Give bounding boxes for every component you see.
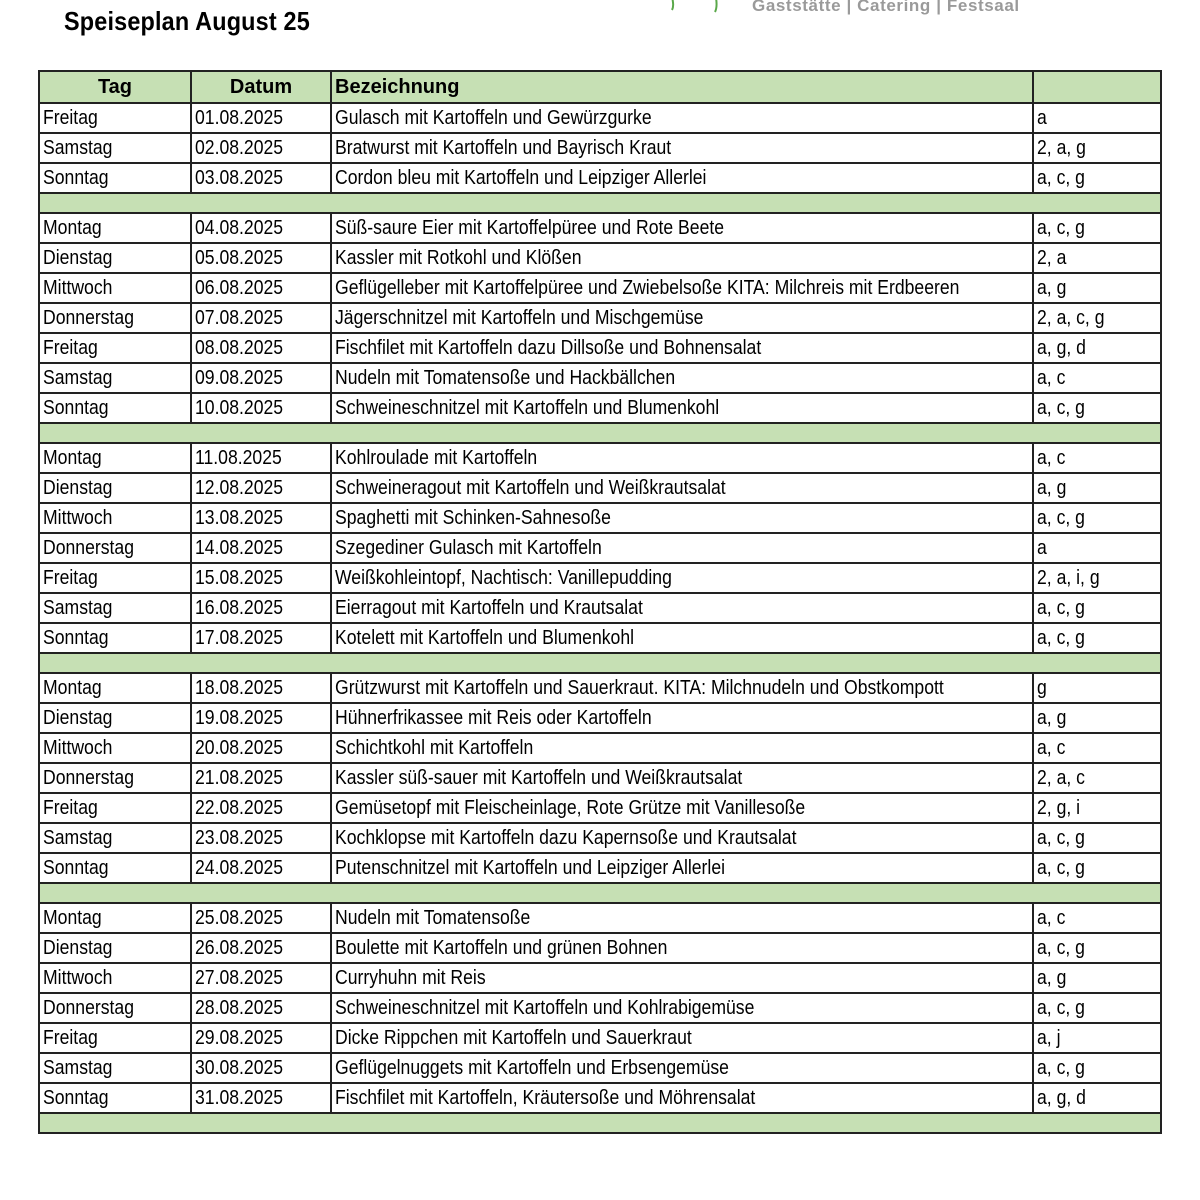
table-row <box>39 763 1161 793</box>
day-cell <box>39 933 191 963</box>
day-cell <box>39 703 191 733</box>
dish-cell-text: Kochklopse mit Kartoffeln dazu Kapernsoße und Krautsalat <box>335 826 797 849</box>
dish-cell <box>331 853 1033 883</box>
date-cell-text: 03.08.2025 <box>195 166 284 189</box>
date-cell <box>191 623 331 653</box>
allergen-cell <box>1033 503 1161 533</box>
date-cell <box>191 133 331 163</box>
day-cell <box>39 363 191 393</box>
table-row <box>39 1083 1161 1113</box>
dish-cell <box>331 393 1033 423</box>
dish-cell <box>331 333 1033 363</box>
date-cell <box>191 853 331 883</box>
week-separator-cell <box>39 883 1161 903</box>
allergen-cell-text: a, g, d <box>1037 336 1086 359</box>
date-cell <box>191 533 331 563</box>
day-cell-text: Dienstag <box>43 476 113 499</box>
date-cell <box>191 213 331 243</box>
day-cell-text: Dienstag <box>43 246 113 269</box>
dish-cell-text: Eierragout mit Kartoffeln und Krautsalat <box>335 596 643 619</box>
table-row <box>39 133 1161 163</box>
dish-cell-text: Nudeln mit Tomatensoße und Hackbällchen <box>335 366 676 389</box>
week-separator-cell <box>39 1113 1161 1133</box>
date-cell-text: 04.08.2025 <box>195 216 284 239</box>
date-cell <box>191 933 331 963</box>
allergen-cell <box>1033 853 1161 883</box>
date-cell-text: 09.08.2025 <box>195 366 284 389</box>
allergen-cell-text: a, c, g <box>1037 626 1085 649</box>
day-cell <box>39 473 191 503</box>
allergen-cell <box>1033 823 1161 853</box>
table-row <box>39 363 1161 393</box>
day-cell-text: Sonntag <box>43 166 109 189</box>
table-row <box>39 243 1161 273</box>
dish-cell <box>331 763 1033 793</box>
day-cell <box>39 333 191 363</box>
dish-cell-text: Gulasch mit Kartoffeln und Gewürzgurke <box>335 106 652 129</box>
dish-cell-text: Jägerschnitzel mit Kartoffeln und Mischgemüse <box>335 306 704 329</box>
week-separator-row <box>39 193 1161 213</box>
day-cell-text: Sonntag <box>43 626 109 649</box>
date-cell-text: 15.08.2025 <box>195 566 284 589</box>
date-cell-text: 27.08.2025 <box>195 966 284 989</box>
date-cell-text: 07.08.2025 <box>195 306 284 329</box>
table-row <box>39 333 1161 363</box>
dish-cell-text: Nudeln mit Tomatensoße <box>335 906 531 929</box>
allergen-cell <box>1033 793 1161 823</box>
date-cell-text: 16.08.2025 <box>195 596 284 619</box>
day-cell <box>39 593 191 623</box>
date-cell <box>191 163 331 193</box>
table-row <box>39 443 1161 473</box>
day-cell-text: Freitag <box>43 796 98 819</box>
allergen-cell <box>1033 103 1161 133</box>
date-cell-text: 23.08.2025 <box>195 826 284 849</box>
dish-cell-text: Schweineschnitzel mit Kartoffeln und Kohlrabigemüse <box>335 996 755 1019</box>
dish-cell-text: Geflügelnuggets mit Kartoffeln und Erbsengemüse <box>335 1056 729 1079</box>
table-row <box>39 793 1161 823</box>
allergen-cell-text: a, c, g <box>1037 216 1085 239</box>
allergen-cell <box>1033 563 1161 593</box>
week-separator-cell <box>39 193 1161 213</box>
dish-cell-text: Bratwurst mit Kartoffeln und Bayrisch Kraut <box>335 136 672 159</box>
allergen-cell-text: a, c, g <box>1037 1056 1085 1079</box>
date-cell <box>191 703 331 733</box>
allergen-cell <box>1033 273 1161 303</box>
allergen-cell-text: a, c, g <box>1037 856 1085 879</box>
day-cell <box>39 243 191 273</box>
allergen-cell-text: a, c <box>1037 906 1066 929</box>
dish-cell <box>331 903 1033 933</box>
date-cell-text: 24.08.2025 <box>195 856 284 879</box>
date-cell-text: 02.08.2025 <box>195 136 284 159</box>
day-cell-text: Sonntag <box>43 396 109 419</box>
dish-cell <box>331 933 1033 963</box>
day-cell <box>39 623 191 653</box>
date-cell-text: 11.08.2025 <box>195 446 282 469</box>
column-header-tag: Tag <box>39 71 191 103</box>
date-cell <box>191 903 331 933</box>
allergen-cell-text: a, j <box>1037 1026 1061 1049</box>
table-row <box>39 103 1161 133</box>
dish-cell-text: Schweineschnitzel mit Kartoffeln und Blumenkohl <box>335 396 720 419</box>
allergen-cell <box>1033 763 1161 793</box>
day-cell-text: Sonntag <box>43 856 109 879</box>
day-cell-text: Freitag <box>43 106 98 129</box>
allergen-cell-text: a, c, g <box>1037 826 1085 849</box>
allergen-cell <box>1033 623 1161 653</box>
allergen-cell-text: a, c, g <box>1037 166 1085 189</box>
dish-cell <box>331 733 1033 763</box>
day-cell <box>39 303 191 333</box>
dish-cell <box>331 673 1033 703</box>
day-cell-text: Freitag <box>43 336 98 359</box>
date-cell <box>191 473 331 503</box>
dish-cell <box>331 563 1033 593</box>
date-cell <box>191 793 331 823</box>
date-cell-text: 05.08.2025 <box>195 246 284 269</box>
day-cell-text: Mittwoch <box>43 966 113 989</box>
allergen-cell-text: a <box>1037 106 1047 129</box>
dish-cell-text: Fischfilet mit Kartoffeln dazu Dillsoße und Bohnensalat <box>335 336 762 359</box>
menu-table <box>38 70 1162 1134</box>
dish-cell-text: Spaghetti mit Schinken-Sahnesoße <box>335 506 611 529</box>
dish-cell-text: Kassler süß-sauer mit Kartoffeln und Weißkrautsalat <box>335 766 743 789</box>
allergen-cell <box>1033 213 1161 243</box>
allergen-cell-text: 2, a, g <box>1037 136 1086 159</box>
table-row <box>39 673 1161 703</box>
date-cell <box>191 273 331 303</box>
day-cell <box>39 273 191 303</box>
day-cell-text: Samstag <box>43 826 113 849</box>
allergen-cell <box>1033 593 1161 623</box>
date-cell <box>191 503 331 533</box>
allergen-cell-text: a, g <box>1037 476 1067 499</box>
allergen-cell <box>1033 243 1161 273</box>
table-row <box>39 563 1161 593</box>
table-row <box>39 393 1161 423</box>
date-cell <box>191 103 331 133</box>
day-cell <box>39 823 191 853</box>
day-cell-text: Dienstag <box>43 706 113 729</box>
week-separator-cell <box>39 423 1161 443</box>
allergen-cell <box>1033 443 1161 473</box>
allergen-cell-text: 2, a <box>1037 246 1067 269</box>
allergen-cell <box>1033 673 1161 703</box>
date-cell-text: 26.08.2025 <box>195 936 284 959</box>
dish-cell <box>331 363 1033 393</box>
allergen-cell <box>1033 533 1161 563</box>
allergen-cell-text: a, g <box>1037 276 1067 299</box>
allergen-cell-text: 2, g, i <box>1037 796 1081 819</box>
dish-cell <box>331 273 1033 303</box>
date-cell <box>191 363 331 393</box>
allergen-cell-text: a, c, g <box>1037 506 1085 529</box>
column-header-bezeichnung: Bezeichnung <box>331 71 1033 103</box>
allergen-cell <box>1033 303 1161 333</box>
day-cell <box>39 393 191 423</box>
table-row <box>39 303 1161 333</box>
dish-cell <box>331 443 1033 473</box>
dish-cell <box>331 963 1033 993</box>
date-cell <box>191 393 331 423</box>
day-cell <box>39 163 191 193</box>
dish-cell-text: Gemüsetopf mit Fleischeinlage, Rote Grütze mit Vanillesoße <box>335 796 806 819</box>
day-cell-text: Samstag <box>43 366 113 389</box>
date-cell-text: 17.08.2025 <box>195 626 284 649</box>
dish-cell-text: Süß-saure Eier mit Kartoffelpüree und Rote Beete <box>335 216 725 239</box>
table-row <box>39 213 1161 243</box>
date-cell-text: 25.08.2025 <box>195 906 284 929</box>
dish-cell-text: Dicke Rippchen mit Kartoffeln und Sauerkraut <box>335 1026 692 1049</box>
company-tagline: Gaststätte | Catering | Festsaal <box>752 0 1020 15</box>
table-row <box>39 823 1161 853</box>
page-title: Speiseplan August 25 <box>64 6 310 36</box>
day-cell <box>39 443 191 473</box>
allergen-cell-text: a, c, g <box>1037 396 1085 419</box>
date-cell-text: 28.08.2025 <box>195 996 284 1019</box>
allergen-cell-text: g <box>1037 676 1047 699</box>
dish-cell <box>331 103 1033 133</box>
dish-cell <box>331 1023 1033 1053</box>
table-row <box>39 963 1161 993</box>
day-cell <box>39 1083 191 1113</box>
dish-cell-text: Boulette mit Kartoffeln und grünen Bohnen <box>335 936 668 959</box>
date-cell-text: 14.08.2025 <box>195 536 284 559</box>
dish-cell <box>331 533 1033 563</box>
allergen-cell <box>1033 363 1161 393</box>
week-separator-cell <box>39 653 1161 673</box>
dish-cell-text: Kohlroulade mit Kartoffeln <box>335 446 538 469</box>
day-cell-text: Montag <box>43 446 102 469</box>
allergen-cell-text: a <box>1037 536 1047 559</box>
date-cell <box>191 333 331 363</box>
day-cell <box>39 1023 191 1053</box>
day-cell-text: Mittwoch <box>43 506 113 529</box>
date-cell <box>191 733 331 763</box>
dish-cell-text: Cordon bleu mit Kartoffeln und Leipziger Allerlei <box>335 166 707 189</box>
table-row <box>39 853 1161 883</box>
dish-cell-text: Hühnerfrikassee mit Reis oder Kartoffeln <box>335 706 652 729</box>
week-separator-row <box>39 1113 1161 1133</box>
table-row <box>39 933 1161 963</box>
dish-cell <box>331 623 1033 653</box>
date-cell <box>191 1053 331 1083</box>
day-cell-text: Sonntag <box>43 1086 109 1109</box>
dish-cell <box>331 993 1033 1023</box>
table-row <box>39 473 1161 503</box>
allergen-cell <box>1033 963 1161 993</box>
week-separator-row <box>39 883 1161 903</box>
allergen-cell-text: a, g <box>1037 966 1067 989</box>
day-cell-text: Montag <box>43 906 102 929</box>
day-cell-text: Freitag <box>43 566 98 589</box>
dish-cell-text: Kotelett mit Kartoffeln und Blumenkohl <box>335 626 635 649</box>
day-cell-text: Donnerstag <box>43 766 134 789</box>
table-row <box>39 993 1161 1023</box>
dish-cell <box>331 133 1033 163</box>
dish-cell-text: Grützwurst mit Kartoffeln und Sauerkraut. KITA: Milchnudeln und Obstkompott <box>335 676 944 699</box>
allergen-cell <box>1033 1023 1161 1053</box>
day-cell <box>39 1053 191 1083</box>
day-cell-text: Freitag <box>43 1026 98 1049</box>
table-row <box>39 533 1161 563</box>
dish-cell <box>331 703 1033 733</box>
allergen-cell <box>1033 333 1161 363</box>
date-cell-text: 22.08.2025 <box>195 796 284 819</box>
table-row <box>39 273 1161 303</box>
date-cell-text: 13.08.2025 <box>195 506 284 529</box>
date-cell <box>191 593 331 623</box>
date-cell-text: 29.08.2025 <box>195 1026 284 1049</box>
day-cell-text: Dienstag <box>43 936 113 959</box>
dish-cell <box>331 243 1033 273</box>
date-cell <box>191 1023 331 1053</box>
dish-cell <box>331 303 1033 333</box>
date-cell-text: 08.08.2025 <box>195 336 284 359</box>
allergen-cell <box>1033 903 1161 933</box>
day-cell <box>39 963 191 993</box>
dish-cell <box>331 793 1033 823</box>
allergen-cell-text: 2, a, i, g <box>1037 566 1100 589</box>
date-cell-text: 19.08.2025 <box>195 706 284 729</box>
dish-cell <box>331 503 1033 533</box>
table-row <box>39 503 1161 533</box>
date-cell <box>191 963 331 993</box>
date-cell <box>191 1083 331 1113</box>
day-cell-text: Montag <box>43 216 102 239</box>
dish-cell-text: Fischfilet mit Kartoffeln, Kräutersoße und Möhrensalat <box>335 1086 756 1109</box>
week-separator-row <box>39 423 1161 443</box>
date-cell <box>191 823 331 853</box>
date-cell-text: 01.08.2025 <box>195 106 284 129</box>
dish-cell-text: Geflügelleber mit Kartoffelpüree und Zwiebelsoße KITA: Milchreis mit Erdbeeren <box>335 276 960 299</box>
table-row <box>39 593 1161 623</box>
allergen-cell <box>1033 393 1161 423</box>
menu-body <box>39 103 1161 1133</box>
day-cell-text: Donnerstag <box>43 306 134 329</box>
date-cell-text: 20.08.2025 <box>195 736 284 759</box>
day-cell-text: Samstag <box>43 136 113 159</box>
dish-cell <box>331 213 1033 243</box>
dish-cell <box>331 593 1033 623</box>
allergen-cell <box>1033 933 1161 963</box>
allergen-cell <box>1033 473 1161 503</box>
date-cell-text: 12.08.2025 <box>195 476 284 499</box>
dish-cell-text: Schweineragout mit Kartoffeln und Weißkrautsalat <box>335 476 726 499</box>
allergen-cell-text: a, g, d <box>1037 1086 1086 1109</box>
date-cell-text: 21.08.2025 <box>195 766 284 789</box>
allergen-cell-text: a, c <box>1037 446 1066 469</box>
day-cell <box>39 533 191 563</box>
day-cell <box>39 103 191 133</box>
day-cell <box>39 733 191 763</box>
dish-cell-text: Weißkohleintopf, Nachtisch: Vanillepudding <box>335 566 672 589</box>
dish-cell <box>331 473 1033 503</box>
date-cell <box>191 673 331 703</box>
date-cell-text: 10.08.2025 <box>195 396 284 419</box>
date-cell-text: 30.08.2025 <box>195 1056 284 1079</box>
dish-cell-text: Schichtkohl mit Kartoffeln <box>335 736 534 759</box>
date-cell <box>191 303 331 333</box>
week-separator-row <box>39 653 1161 673</box>
allergen-cell-text: a, c, g <box>1037 936 1085 959</box>
date-cell-text: 06.08.2025 <box>195 276 284 299</box>
allergen-cell-text: a, c <box>1037 736 1066 759</box>
leaf-logo-icon <box>668 0 728 16</box>
date-cell <box>191 443 331 473</box>
dish-cell <box>331 1053 1033 1083</box>
day-cell-text: Donnerstag <box>43 536 134 559</box>
dish-cell <box>331 823 1033 853</box>
day-cell <box>39 213 191 243</box>
allergen-cell <box>1033 1083 1161 1113</box>
day-cell <box>39 133 191 163</box>
table-row <box>39 1053 1161 1083</box>
table-row <box>39 703 1161 733</box>
allergen-cell-text: a, c <box>1037 366 1066 389</box>
dish-cell <box>331 1083 1033 1113</box>
allergen-cell <box>1033 993 1161 1023</box>
dish-cell-text: Szegediner Gulasch mit Kartoffeln <box>335 536 602 559</box>
table-row <box>39 903 1161 933</box>
day-cell <box>39 673 191 703</box>
table-row <box>39 623 1161 653</box>
day-cell-text: Samstag <box>43 596 113 619</box>
allergen-cell-text: a, c, g <box>1037 596 1085 619</box>
dish-cell-text: Curryhuhn mit Reis <box>335 966 486 989</box>
table-row <box>39 163 1161 193</box>
day-cell <box>39 903 191 933</box>
dish-cell-text: Kassler mit Rotkohl und Klößen <box>335 246 582 269</box>
allergen-cell <box>1033 163 1161 193</box>
day-cell-text: Montag <box>43 676 102 699</box>
allergen-cell-text: a, g <box>1037 706 1067 729</box>
day-cell <box>39 563 191 593</box>
date-cell <box>191 563 331 593</box>
dish-cell <box>331 163 1033 193</box>
day-cell <box>39 503 191 533</box>
date-cell <box>191 243 331 273</box>
column-header-kennzeichnung <box>1033 71 1161 103</box>
day-cell-text: Samstag <box>43 1056 113 1079</box>
allergen-cell <box>1033 703 1161 733</box>
date-cell-text: 18.08.2025 <box>195 676 284 699</box>
day-cell <box>39 853 191 883</box>
column-header-datum: Datum <box>191 71 331 103</box>
table-row <box>39 1023 1161 1053</box>
day-cell <box>39 793 191 823</box>
date-cell <box>191 763 331 793</box>
day-cell-text: Mittwoch <box>43 736 113 759</box>
allergen-cell-text: 2, a, c <box>1037 766 1085 789</box>
allergen-cell <box>1033 133 1161 163</box>
day-cell-text: Donnerstag <box>43 996 134 1019</box>
date-cell-text: 31.08.2025 <box>195 1086 284 1109</box>
date-cell <box>191 993 331 1023</box>
table-row <box>39 733 1161 763</box>
allergen-cell <box>1033 1053 1161 1083</box>
allergen-cell-text: a, c, g <box>1037 996 1085 1019</box>
day-cell-text: Mittwoch <box>43 276 113 299</box>
table-header-row <box>39 71 1161 103</box>
allergen-cell-text: 2, a, c, g <box>1037 306 1105 329</box>
day-cell <box>39 763 191 793</box>
day-cell <box>39 993 191 1023</box>
dish-cell-text: Putenschnitzel mit Kartoffeln und Leipziger Allerlei <box>335 856 726 879</box>
allergen-cell <box>1033 733 1161 763</box>
